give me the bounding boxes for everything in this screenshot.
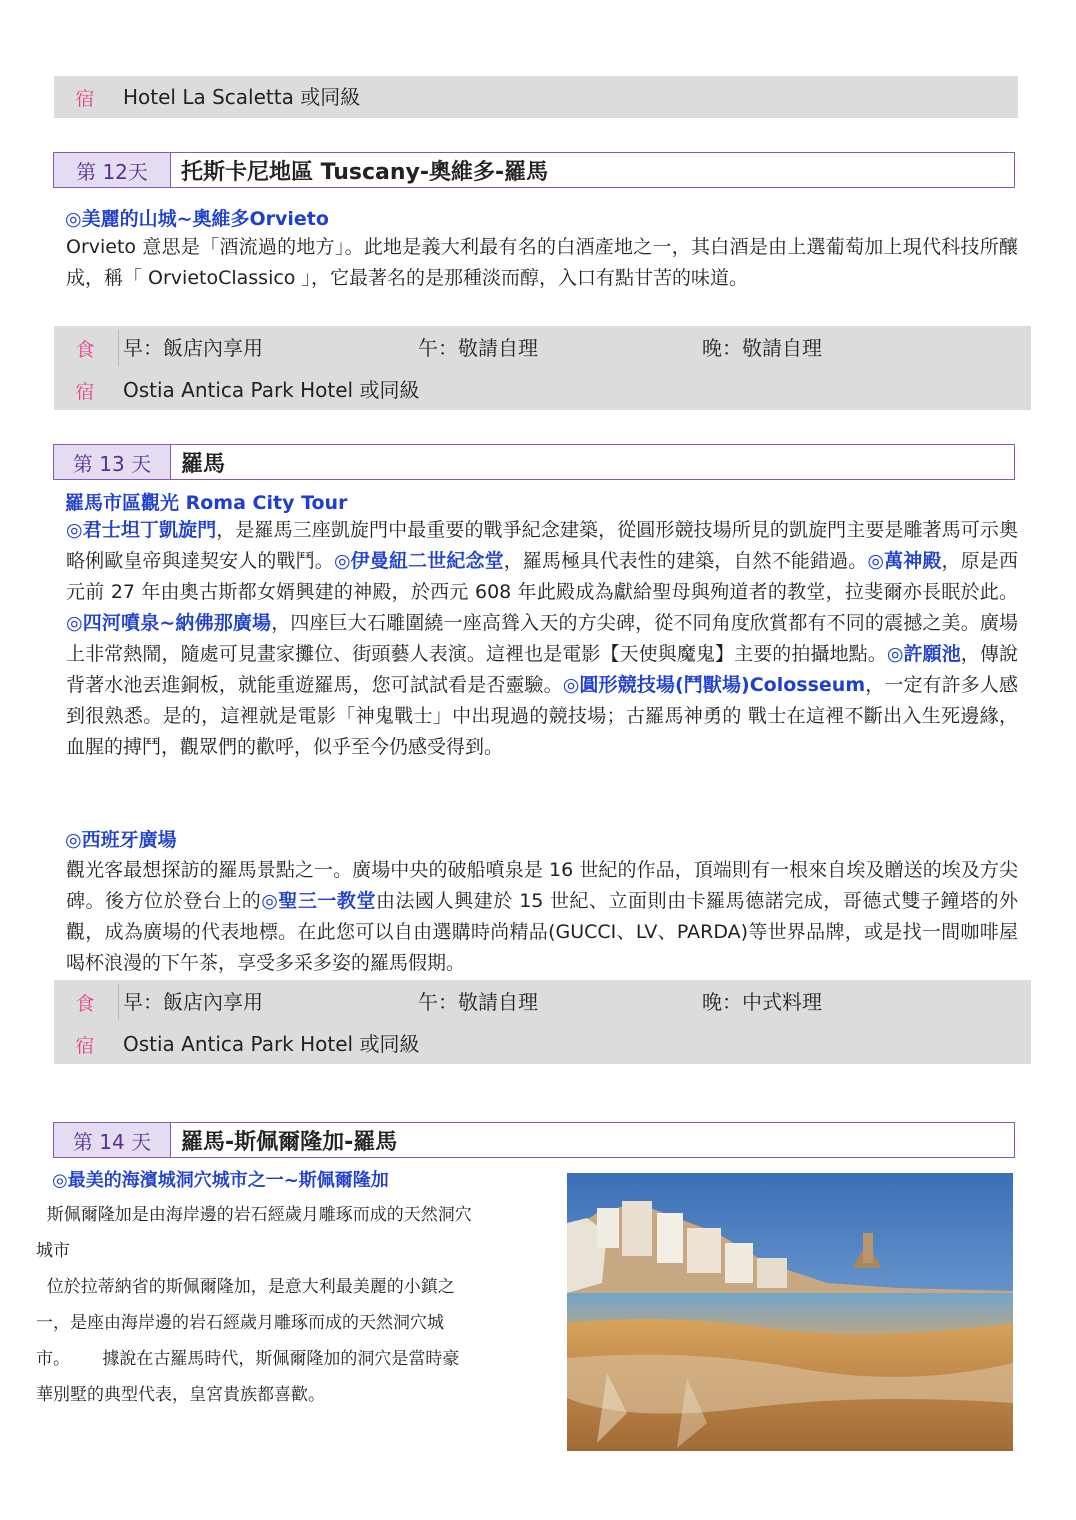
day-13-paragraph-2 (66, 855, 1018, 979)
highlight-attraction: ◎圓形競技場(鬥獸場)Colosseum (562, 674, 866, 696)
body-text: ，羅馬極具代表性的建築，自然不能錯過。 (503, 550, 868, 572)
stay-value: Ostia Antica Park Hotel 或同級 (123, 1032, 420, 1056)
highlight-attraction: ◎許願池 (886, 643, 961, 665)
day-13-meal-block (54, 980, 1031, 1064)
day-14-text (36, 1197, 554, 1413)
text-line: 城市 (36, 1241, 70, 1261)
lunch: 午：敬請自理 (418, 990, 538, 1014)
sperlonga-illustration (567, 1173, 1013, 1451)
body-text: 觀光客最想探訪的羅馬景點之一。廣場中央的破船噴泉是 16 世紀的作品，頂端則有一根來自埃及贈送的埃及方尖碑。後方位於登台上的 (66, 859, 1018, 912)
divider (118, 984, 119, 1020)
body-text: ，原是西元前 27 年由奧古斯都女婿興建的神殿，於西元 608 年此殿成為獻給聖母與殉道者的教堂，拉斐爾亦長眠於此。 (66, 550, 1018, 603)
top-stay-bar (54, 76, 1018, 118)
day-13-subheading-2: ◎西班牙廣場 (65, 829, 177, 851)
text-line: 華別墅的典型代表，皇宮貴族都喜歡。 (36, 1385, 325, 1405)
day-12-header (53, 152, 1015, 188)
highlight-attraction: ◎伊曼紐二世紀念堂 (333, 550, 504, 572)
text-line: 斯佩爾隆加是由海岸邊的岩石經歲月雕琢而成的天然洞穴 (36, 1205, 472, 1225)
highlight-attraction: ◎君士坦丁凱旋門 (66, 519, 217, 541)
text-line: 一，是座由海岸邊的岩石經歲月雕琢而成的天然洞穴城 (36, 1313, 444, 1333)
body-text: ，一定有許多人感到很熟悉。是的，這裡就是電影「神鬼戰士」中出現過的競技場；古羅馬神勇的 戰士在這裡不斷出入生死邊緣，血腥的搏鬥，觀眾們的歡呼，似乎至今仍感受得到。 (66, 674, 1018, 758)
meal-key: 食 (75, 992, 95, 1015)
dinner: 晚：敬請自理 (702, 336, 822, 360)
day-12-title: 托斯卡尼地區 Tuscany-奧維多-羅馬 (181, 159, 549, 185)
stay-value: Ostia Antica Park Hotel 或同級 (123, 378, 420, 402)
stay-key: 宿 (75, 87, 95, 110)
day-14-title: 羅馬-斯佩爾隆加-羅馬 (181, 1129, 398, 1155)
stay-key: 宿 (75, 1034, 95, 1057)
highlight-attraction: ◎四河噴泉~納佛那廣場 (66, 612, 272, 634)
body-text: ，是羅馬三座凱旋門中最重要的戰爭紀念建築，從圓形競技場所見的凱旋門主要是雕著馬可示奧略俐歐皇帝與達契安人的戰鬥。 (66, 519, 1018, 572)
breakfast: 早：飯店內享用 (123, 336, 263, 360)
stay-value: Hotel La Scaletta 或同級 (123, 85, 361, 109)
day-13-header (53, 444, 1015, 480)
day-12-subheading: ◎美麗的山城~奧維多Orvieto (65, 208, 329, 230)
day-14-header (53, 1122, 1015, 1158)
dinner: 晚：中式料理 (702, 990, 822, 1014)
day-13-paragraph-1 (66, 515, 1018, 763)
highlight-attraction: ◎萬神殿 (867, 550, 942, 572)
body-text: ，四座巨大石雕圍繞一座高聳入天的方尖碑，從不同角度欣賞都有不同的震撼之美。廣場上非常熱鬧，隨處可見畫家攤位、街頭藝人表演。這裡也是電影【天使與魔鬼】主要的拍攝地點。 (66, 612, 1018, 665)
body-text: 由法國人興建於 15 世紀、立面則由卡羅馬德諾完成，哥德式雙子鐘塔的外觀，成為廣場的代表地標。在此您可以自由選購時尚精品(GUCCI、LV、PARDA)等世界品牌，或是找一間咖啡屋喝杯浪漫的下午茶，享受多采多姿的羅馬假期。 (66, 890, 1018, 974)
sperlonga-photo (567, 1173, 1013, 1451)
day-13-title: 羅馬 (181, 451, 226, 477)
divider (118, 330, 119, 366)
highlight-attraction: ◎聖三一教堂 (261, 890, 376, 912)
day-13-tour-title: 羅馬市區觀光 Roma City Tour (65, 492, 348, 514)
lunch: 午：敬請自理 (418, 336, 538, 360)
breakfast: 早：飯店內享用 (123, 990, 263, 1014)
day-14-label: 第 14 天 (54, 1123, 171, 1157)
text-line: 位於拉蒂納省的斯佩爾隆加，是意大利最美麗的小鎮之 (36, 1277, 455, 1297)
body-text: ，傳說背著水池丟進銅板，就能重遊羅馬，您可試試看是否靈驗。 (66, 643, 1018, 696)
stay-key: 宿 (75, 380, 95, 403)
day-12-label: 第 12天 (54, 153, 171, 187)
day-13-label: 第 13 天 (54, 445, 171, 479)
day-14-subheading: ◎最美的海濱城洞穴城市之一~斯佩爾隆加 (52, 1170, 389, 1191)
text-line: 市。 據說在古羅馬時代，斯佩爾隆加的洞穴是當時豪 (36, 1349, 460, 1369)
day-12-paragraph: Orvieto 意思是「酒流過的地方」。此地是義大利最有名的白酒產地之一，其白酒是由上選葡萄加上現代科技所釀成，稱「 OrvietoClassico 」，它最著名的是那種淡而醇，入口有點甘苦的味道。 (66, 236, 1018, 289)
day-12-meal-block (54, 326, 1031, 410)
meal-key: 食 (75, 338, 95, 361)
